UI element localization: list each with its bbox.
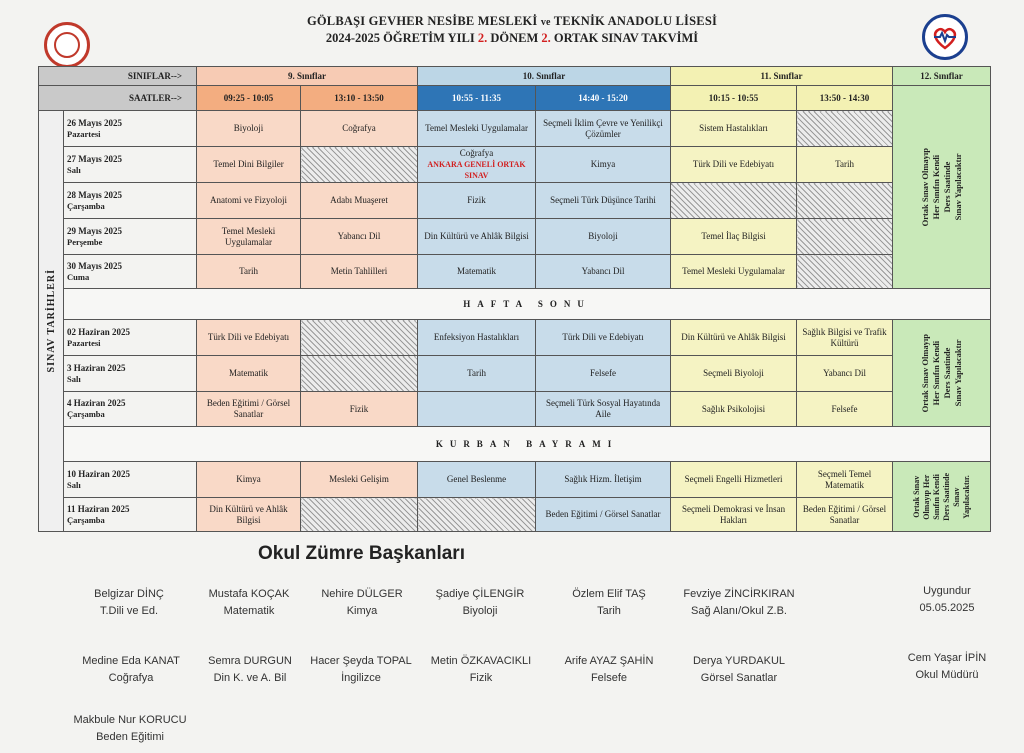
date-cell: 27 Mayıs 2025 Salı [64,147,197,183]
empty-cell [797,255,893,289]
exam-cell: Yabancı Dil [797,356,893,392]
signatory: Arife AYAZ ŞAHİN Felsefe [564,655,654,684]
school-name: GÖLBAŞI GEVHER NESİBE MESLEKİ ve TEKNİK ANADOLU LİSESİ [306,14,718,28]
date-cell: 11 Haziran 2025 Çarşamba [64,498,197,532]
exam-cell: Sağlık Psikolojisi [671,392,797,427]
exam-cell: Beden Eğitimi / Görsel Sanatlar [197,392,301,427]
exam-cell: Enfeksiyon Hastalıkları [418,320,536,356]
exam-cell: Tarih [418,356,536,392]
table-row [39,356,991,392]
table-row [39,289,991,320]
signatory: Metin ÖZKAVACIKLI Fizik [430,655,532,684]
table-row [39,392,991,427]
exam-cell: Mesleki Gelişim [301,462,418,498]
exam-cell: Tarih [797,147,893,183]
empty-cell [797,219,893,255]
exam-cell: Temel Mesleki Uygulamalar [418,111,536,147]
exam-cell: Kimya [536,147,671,183]
table-row [39,111,991,147]
grade-11-header: 11. Sınıflar [671,67,893,86]
signatory: Mustafa KOÇAK Matematik [208,588,290,617]
date-cell: 4 Haziran 2025 Çarşamba [64,392,197,427]
exam-cell: Coğrafya ANKARA GENELİ ORTAK SINAV [418,147,536,183]
empty-cell [797,111,893,147]
exam-cell: Felsefe [536,356,671,392]
exam-cell: Temel Mesleki Uygulamalar [671,255,797,289]
signatory: Semra DURGUN Din K. ve A. Bil [208,655,292,684]
time-slot: 13:10 - 13:50 [301,86,418,111]
empty-cell [301,147,418,183]
time-slot: 10:55 - 11:35 [418,86,536,111]
signatory: Makbule Nur KORUCU Beden Eğitimi [73,714,187,743]
zumre-title: Okul Zümre Başkanları [258,543,465,564]
exam-cell: Felsefe [797,392,893,427]
principal: Cem Yaşar İPİN Okul Müdürü [907,652,987,681]
exam-cell: Anatomi ve Fizyoloji [197,183,301,219]
date-cell: 10 Haziran 2025 Salı [64,462,197,498]
schedule-title: 2024-2025 ÖĞRETİM YILI 2. DÖNEM 2. ORTAK SINAV TAKVİMİ [325,31,699,45]
exam-cell: Kimya [197,462,301,498]
signatory: Belgizar DİNÇ T.Dili ve Ed. [94,588,164,617]
table-row [39,183,991,219]
empty-cell [301,498,418,532]
approval: Uygundur 05.05.2025 [919,585,975,614]
time-slot: 13:50 - 14:30 [797,86,893,111]
exam-cell: Seçmeli Türk Düşünce Tarihi [536,183,671,219]
exam-cell: Seçmeli Temel Matematik [797,462,893,498]
exam-cell: Coğrafya [301,111,418,147]
exam-cell: Seçmeli Biyoloji [671,356,797,392]
exam-cell: Seçmeli Demokrasi ve İnsan Hakları [671,498,797,532]
signatory: Özlem Elif TAŞ Tarih [572,588,646,617]
exam-cell: Sağlık Bilgisi ve Trafik Kültürü [797,320,893,356]
exam-cell: Seçmeli Engelli Hizmetleri [671,462,797,498]
exam-cell: Metin Tahlilleri [301,255,418,289]
exam-cell: Din Kültürü ve Ahlâk Bilgisi [418,219,536,255]
grade-12-note: Ortak Sınav Olmayıp Her Sınıfın Kendi Ders Saatinde Sınav Yapılacaktır [893,320,991,427]
time-slot: 14:40 - 15:20 [536,86,671,111]
exam-cell [418,392,536,427]
grade-10-header: 10. Sınıflar [418,67,671,86]
table-row [39,255,991,289]
exam-cell: Türk Dili ve Edebiyatı [671,147,797,183]
exam-cell: Fizik [301,392,418,427]
signatory: Derya YURDAKUL Görsel Sanatlar [692,655,786,684]
table-row [39,147,991,183]
exam-cell: Biyoloji [197,111,301,147]
exam-cell: Türk Dili ve Edebiyatı [197,320,301,356]
table-row [39,320,991,356]
exam-cell: Fizik [418,183,536,219]
exam-cell: Sistem Hastalıkları [671,111,797,147]
table-row [39,219,991,255]
hours-label: SAATLER--> [39,86,197,111]
date-cell: 30 Mayıs 2025 Cuma [64,255,197,289]
date-cell: 3 Haziran 2025 Salı [64,356,197,392]
empty-cell [797,183,893,219]
exam-cell: Temel İlaç Bilgisi [671,219,797,255]
date-cell: 26 Mayıs 2025 Pazartesi [64,111,197,147]
grade-12-note: Ortak Sınav Olmayıp Her Sınıfın Kendi Ders Saatinde Sınav Yapılacaktır. [893,462,991,532]
classes-label: SINIFLAR--> [39,67,197,86]
time-slot: 10:15 - 10:55 [671,86,797,111]
exam-cell: Beden Eğitimi / Görsel Sanatlar [797,498,893,532]
grade-9-header: 9. Sınıflar [197,67,418,86]
empty-cell [301,320,418,356]
signatory: Nehire DÜLGER Kimya [321,588,403,617]
exam-cell: Yabancı Dil [536,255,671,289]
exam-cell: Biyoloji [536,219,671,255]
signatory: Medine Eda KANAT Coğrafya [82,655,180,684]
time-slot: 09:25 - 10:05 [197,86,301,111]
holiday-band: KURBAN BAYRAMI [64,427,991,462]
empty-cell [671,183,797,219]
signatory: Hacer Şeyda TOPAL İngilizce [310,655,412,684]
exam-cell: Beden Eğitimi / Görsel Sanatlar [536,498,671,532]
grade-12-note: Ortak Sınav Olmayıp Her Sınıfın Kendi Ders Saatinde Sınav Yapılacaktır [893,86,991,289]
empty-cell [301,356,418,392]
exam-cell: Seçmeli Türk Sosyal Hayatında Aile [536,392,671,427]
exam-cell: Yabancı Dil [301,219,418,255]
document-header [0,14,1024,46]
exam-cell: Temel Mesleki Uygulamalar [197,219,301,255]
empty-cell [418,498,536,532]
date-cell: 02 Haziran 2025 Pazartesi [64,320,197,356]
date-cell: 29 Mayıs 2025 Perşembe [64,219,197,255]
exam-cell: Matematik [197,356,301,392]
grade-12-header: 12. Sınıflar [893,67,991,86]
weekend-band: HAFTA SONU [64,289,991,320]
exam-cell: Genel Beslenme [418,462,536,498]
signatory: Fevziye ZİNCİRKIRAN Sağ Alanı/Okul Z.B. [683,588,795,617]
exam-cell: Din Kültürü ve Ahlâk Bilgisi [197,498,301,532]
table-row [39,498,991,532]
exam-dates-side-label: SINAV TARİHLERİ [39,111,64,532]
table-row [39,427,991,462]
exam-cell: Adabı Muaşeret [301,183,418,219]
exam-cell: Matematik [418,255,536,289]
exam-cell: Seçmeli İklim Çevre ve Yenilikçi Çözümler [536,111,671,147]
table-row [39,462,991,498]
date-cell: 28 Mayıs 2025 Çarşamba [64,183,197,219]
exam-cell: Temel Dini Bilgiler [197,147,301,183]
exam-cell: Din Kültürü ve Ahlâk Bilgisi [671,320,797,356]
exam-cell: Sağlık Hizm. İletişim [536,462,671,498]
exam-schedule-table [38,66,991,532]
ankara-note: ANKARA GENELİ ORTAK SINAV [427,160,526,180]
signatory: Şadiye ÇİLENGİR Biyoloji [435,588,525,617]
exam-cell: Tarih [197,255,301,289]
exam-cell: Türk Dili ve Edebiyatı [536,320,671,356]
